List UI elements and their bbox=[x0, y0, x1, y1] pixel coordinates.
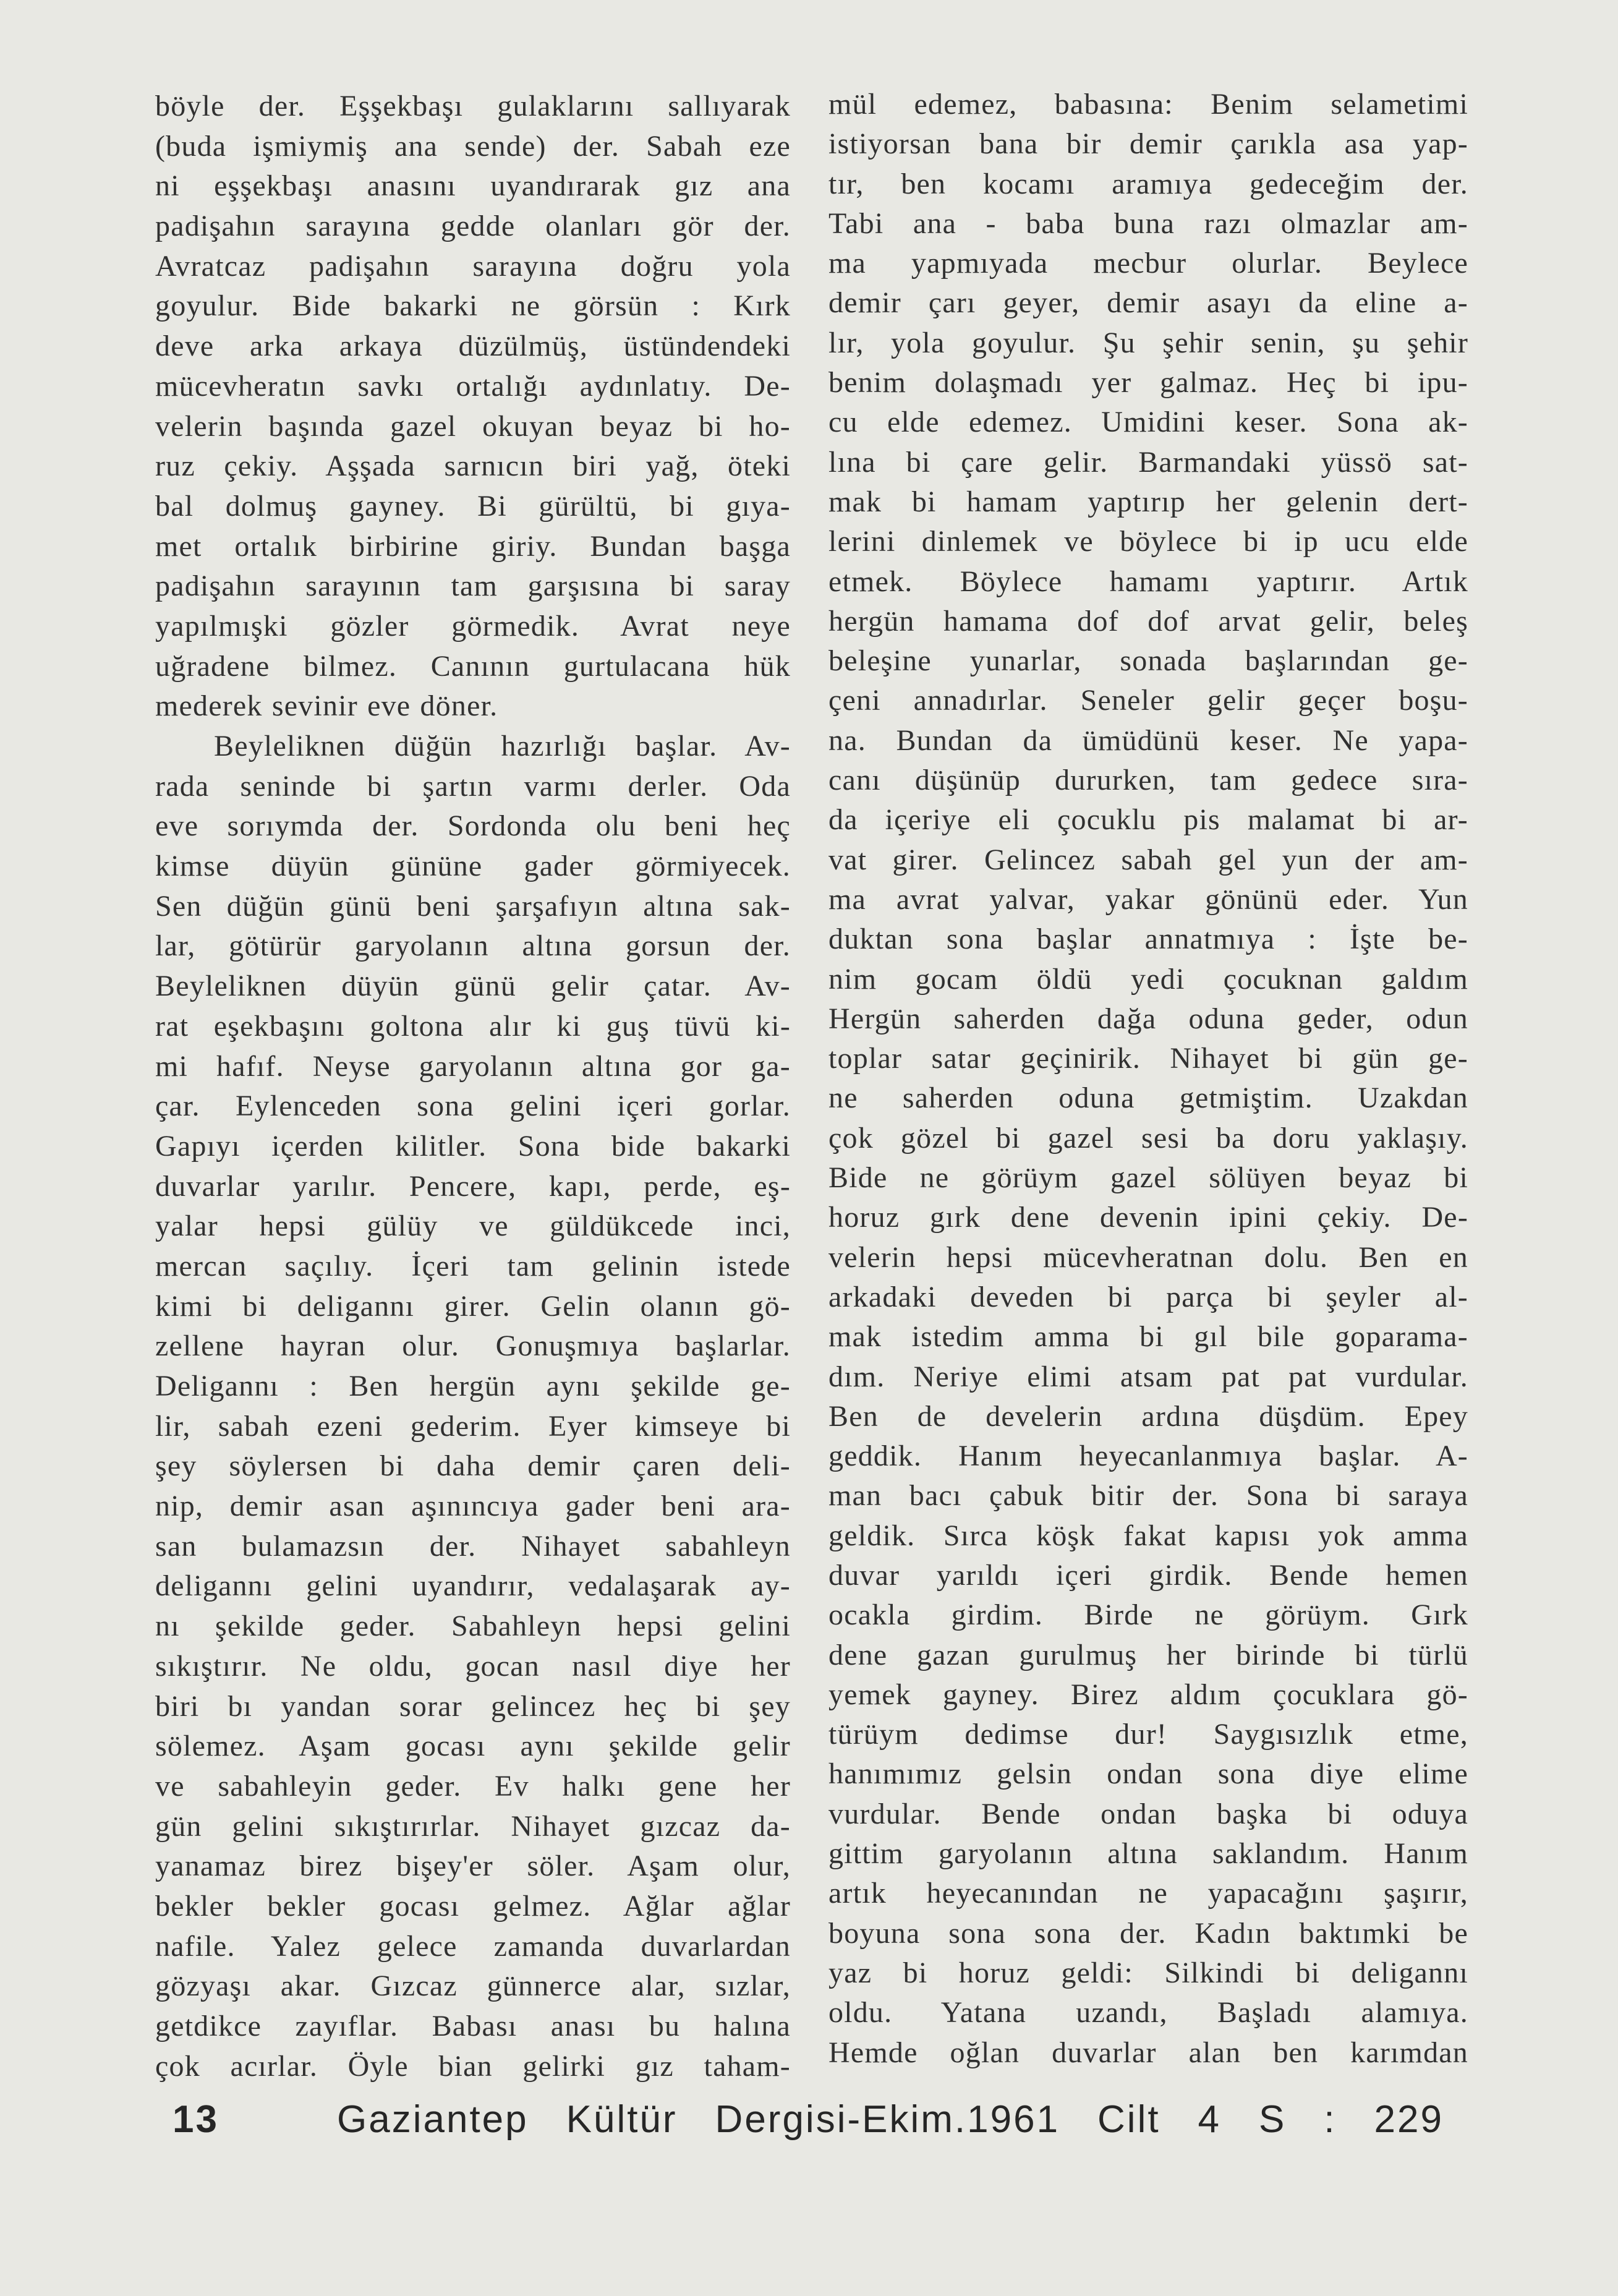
text-line: gittim garyolanın altına saklandım. Hanım bbox=[828, 1837, 1468, 1871]
text-line: da içeriye eli çocuklu pis malamat bi ar- bbox=[828, 803, 1468, 837]
text-line: met ortalık birbirine giriy. Bundan başga bbox=[155, 529, 791, 563]
text-line: sıkıştırır. Ne oldu, gocan nasıl diye her bbox=[155, 1649, 791, 1683]
text-line: deligannı gelini uyandırır, vedalaşarak ay- bbox=[155, 1569, 791, 1603]
text-line: Tabi ana - baba buna razı olmazlar am- bbox=[828, 207, 1468, 240]
text-line: mak istedim amma bi gıl bile goparama- bbox=[828, 1320, 1468, 1354]
text-line: çok gözel bi gazel sesi ba doru yaklaşıy. bbox=[828, 1121, 1468, 1154]
page-number: 13 bbox=[172, 2098, 219, 2141]
text-line: mercan saçılıy. İçeri tam gelinin istede bbox=[155, 1249, 791, 1282]
text-line: beleşine yunarlar, sonada başlarından ge- bbox=[828, 644, 1468, 678]
text-line: cu elde edemez. Umidini keser. Sona ak- bbox=[828, 406, 1468, 439]
text-line: mül edemez, babasına: Benim selametimi bbox=[828, 88, 1468, 121]
text-line: gün gelini sıkıştırırlar. Nihayet gızcaz da- bbox=[155, 1809, 791, 1843]
text-line: ruz çekiy. Aşşada sarnıcın biri yağ, öteki bbox=[155, 450, 791, 483]
text-line: Hergün saherden dağa oduna geder, odun bbox=[828, 1002, 1468, 1035]
text-line: çok acırlar. Öyle bian gelirki gız taham- bbox=[155, 2049, 791, 2083]
text-line: şey söylersen bi daha demir çaren deli- bbox=[155, 1449, 791, 1483]
text-line: bekler bekler gocası gelmez. Ağlar ağlar bbox=[155, 1889, 791, 1923]
text-line: sölemez. Aşam gocası aynı şekilde gelir bbox=[155, 1730, 791, 1763]
text-line: geddik. Hanım heyecanlanmıya başlar. A- bbox=[828, 1440, 1468, 1473]
right-column bbox=[828, 85, 1468, 2073]
text-line: man bacı çabuk bitir der. Sona bi saraya bbox=[828, 1479, 1468, 1513]
text-line: deve arka arkaya düzülmüş, üstündendeki bbox=[155, 330, 791, 363]
text-line: goyulur. Bide bakarki ne görsün : Kırk bbox=[155, 289, 791, 323]
text-line: ni eşşekbaşı anasını uyandırarak gız ana bbox=[155, 169, 791, 203]
text-line: Ben de develerin ardına düşdüm. Epey bbox=[828, 1399, 1468, 1433]
text-line: dene gazan gurulmuş her birinde bi türlü bbox=[828, 1638, 1468, 1671]
text-line: tır, ben kocamı aramıya gedeceğim der. bbox=[828, 167, 1468, 200]
text-line: nim gocam öldü yedi çocuknan galdım bbox=[828, 962, 1468, 996]
text-line: yemek gayney. Birez aldım çocuklara gö- bbox=[828, 1678, 1468, 1711]
text-line: Avratcaz padişahın sarayına doğru yola bbox=[155, 249, 791, 283]
text-line: eve sorıymda der. Sordonda olu beni heç bbox=[155, 809, 791, 843]
text-line: canı düşünüp dururken, tam gedece sıra- bbox=[828, 764, 1468, 797]
text-line: çeni annadırlar. Seneler gelir geçer boşu- bbox=[828, 684, 1468, 717]
text-line: rat eşekbaşını goltona alır ki guş tüvü ki- bbox=[155, 1009, 791, 1043]
text-line: Gapıyı içerden kilitler. Sona bide bakarki bbox=[155, 1129, 791, 1163]
text-line: benim dolaşmadı yer galmaz. Heç bi ipu- bbox=[828, 366, 1468, 399]
text-line: dım. Neriye elimi atsam pat pat vurdular. bbox=[828, 1360, 1468, 1393]
text-line: getdikce zayıflar. Babası anası bu halına bbox=[155, 2010, 791, 2042]
text-line: yapılmışki gözler görmedik. Avrat neye bbox=[155, 609, 791, 642]
text-line: velerin hepsi mücevheratnan dolu. Ben en bbox=[828, 1240, 1468, 1274]
text-line: nafile. Yalez gelece zamanda duvarlardan bbox=[155, 1929, 791, 1963]
text-line: ne saherden oduna getmiştim. Uzakdan bbox=[828, 1082, 1468, 1115]
text-line: toplar satar geçinirik. Nihayet bi gün ge- bbox=[828, 1042, 1468, 1075]
text-line: çar. Eylenceden sona gelini içeri gorlar. bbox=[155, 1090, 791, 1123]
text-line: ve sabahleyin geder. Ev halkı gene her bbox=[155, 1769, 791, 1803]
text-line: duvarlar yarılır. Pencere, kapı, perde, eş- bbox=[155, 1169, 791, 1203]
left-column bbox=[155, 87, 791, 2086]
text-line: Bide ne görüym gazel sölüyen beyaz bi bbox=[828, 1161, 1468, 1195]
text-line: rada seninde bi şartın varmı derler. Oda bbox=[155, 769, 791, 803]
text-line: lerini dinlemek ve böylece bi ip ucu elde bbox=[828, 525, 1468, 558]
text-line: kimi bi deligannı girer. Gelin olanın gö- bbox=[155, 1289, 791, 1323]
text-line: arkadaki deveden bi parça bi şeyler al- bbox=[828, 1280, 1468, 1313]
text-line: san bulamazsın der. Nihayet sabahleyn bbox=[155, 1529, 791, 1563]
text-line: ma avrat yalvar, yakar gönünü eder. Yun bbox=[828, 882, 1468, 916]
text-line: lir, sabah ezeni gederim. Eyer kimseye bi bbox=[155, 1409, 791, 1443]
text-line: böyle der. Eşşekbaşı gulaklarını sallıyarak bbox=[155, 90, 791, 122]
text-line: geldik. Sırca köşk fakat kapısı yok amma bbox=[828, 1519, 1468, 1552]
text-line: zellene hayran olur. Gonuşmıya başlarlar. bbox=[155, 1329, 791, 1363]
text-line: padişahın sarayına gedde olanları gör der. bbox=[155, 210, 791, 243]
text-line: lır, yola goyulur. Şu şehir senin, şu şehir bbox=[828, 326, 1468, 359]
text-line: duvar yarıldı içeri girdik. Bende hemen bbox=[828, 1558, 1468, 1592]
text-line: lına bi çare gelir. Barmandaki yüssö sat- bbox=[828, 445, 1468, 479]
text-line: na. Bundan da ümüdünü keser. Ne yapa- bbox=[828, 723, 1468, 757]
journal-citation: Gaziantep Kültür Dergisi-Ekim.1961 Cilt 4 S : 229 bbox=[337, 2098, 1444, 2141]
text-line: bal dolmuş gayney. Bi gürültü, bi gıya- bbox=[155, 489, 791, 523]
text-line: hanımımız gelsin ondan sona diye elime bbox=[828, 1757, 1468, 1791]
text-line: yaz bi horuz geldi: Silkindi bi deligannı bbox=[828, 1956, 1468, 1989]
text-line: Sen düğün günü beni şarşafıyın altına sak- bbox=[155, 889, 791, 923]
text-line: Deligannı : Ben hergün aynı şekilde ge- bbox=[155, 1370, 791, 1402]
paragraph bbox=[155, 727, 791, 2086]
text-line: türüym dedimse dur! Saygısızlık etme, bbox=[828, 1718, 1468, 1751]
text-line: vurdular. Bende ondan başka bi oduya bbox=[828, 1797, 1468, 1830]
text-line: artık heyecanından ne yapacağını şaşırır, bbox=[828, 1877, 1468, 1910]
text-line: yalar hepsi gülüy ve güldükcede inci, bbox=[155, 1210, 791, 1243]
text-line: biri bı yandan sorar gelincez heç bi şey bbox=[155, 1689, 791, 1723]
text-line: (buda işmiymiş ana sende) der. Sabah eze bbox=[155, 129, 791, 163]
text-line: gözyaşı akar. Gızcaz günnerce alar, sızlar, bbox=[155, 1970, 791, 2003]
paragraph bbox=[155, 87, 791, 727]
text-line: istiyorsan bana bir demir çarıkla asa yap- bbox=[828, 127, 1468, 161]
text-line: uğradene bilmez. Canının gurtulacana hük bbox=[155, 649, 791, 683]
text-line: ma yapmıyada mecbur olurlar. Beylece bbox=[828, 247, 1468, 280]
paragraph bbox=[828, 85, 1468, 2073]
text-line: oldu. Yatana uzandı, Başladı alamıya. bbox=[828, 1996, 1468, 2029]
text-line: nip, demir asan aşınıncıya gader beni ara- bbox=[155, 1490, 791, 1523]
text-line: duktan sona başlar annatmıya : İşte be- bbox=[828, 923, 1468, 956]
text-line: mederek sevinir eve döner. bbox=[155, 689, 498, 723]
text-line: Hemde oğlan duvarlar alan ben karımdan bbox=[828, 2036, 1468, 2069]
text-line: yanamaz birez bişey'er söler. Aşam olur, bbox=[155, 1850, 791, 1883]
text-line: horuz gırk dene devenin ipini çekiy. De- bbox=[828, 1201, 1468, 1234]
text-line: boyuna sona sona der. Kadın baktımki be bbox=[828, 1916, 1468, 1950]
text-line: etmek. Böylece hamamı yaptırır. Artık bbox=[828, 565, 1468, 598]
text-line: vat girer. Gelincez sabah gel yun der am- bbox=[828, 843, 1468, 876]
text-line: hergün hamama dof dof arvat gelir, beleş bbox=[828, 604, 1468, 638]
text-line: padişahın sarayının tam garşısına bi saray bbox=[155, 570, 791, 603]
text-line: Beyleliknen düyün günü gelir çatar. Av- bbox=[155, 970, 791, 1003]
text-line: mak bi hamam yaptırıp her gelenin dert- bbox=[828, 485, 1468, 518]
text-line: mücevheratın savkı ortalığı aydınlatıy. De- bbox=[155, 369, 791, 403]
text-line: Beyleliknen düğün hazırlığı başlar. Av- bbox=[214, 730, 791, 762]
text-line: velerin başında gazel okuyan beyaz bi ho- bbox=[155, 409, 791, 443]
text-line: kimse düyün gününe gader görmiyecek. bbox=[155, 850, 791, 883]
text-line: lar, götürür garyolanın altına gorsun der. bbox=[155, 929, 791, 963]
text-line: mi hafıf. Neyse garyolanın altına gor ga- bbox=[155, 1049, 791, 1083]
text-line: ocakla girdim. Birde ne görüym. Gırk bbox=[828, 1598, 1468, 1632]
text-line: demir çarı geyer, demir asayı da eline a- bbox=[828, 286, 1468, 320]
text-line: nı şekilde geder. Sabahleyn hepsi gelini bbox=[155, 1610, 791, 1643]
